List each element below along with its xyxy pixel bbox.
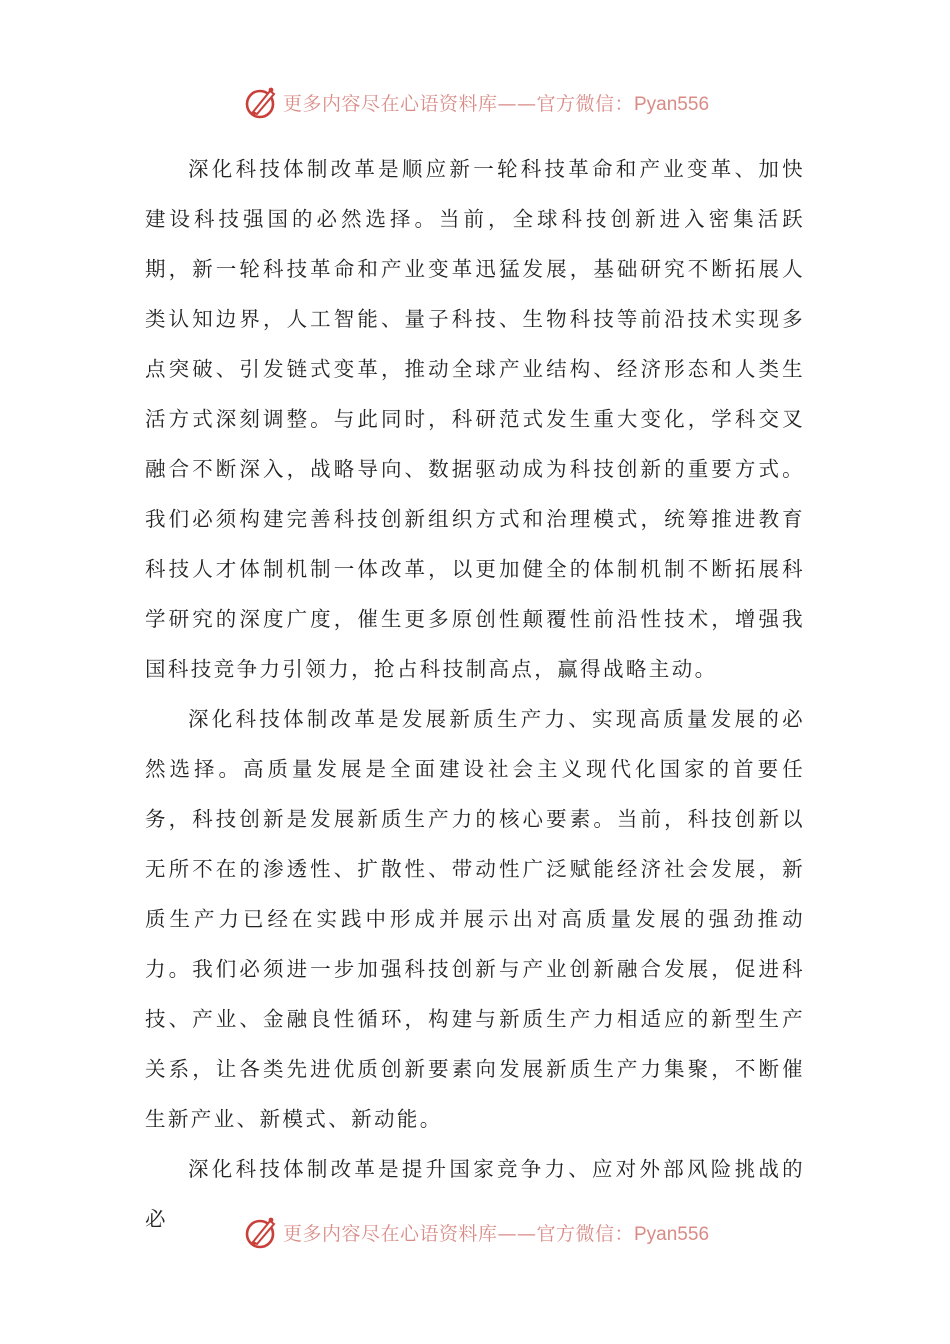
- paragraph-1: 深化科技体制改革是顺应新一轮科技革命和产业变革、加快建设科技强国的必然选择。当前，全球科技创新进入密集活跃期，新一轮科技革命和产业变革迅猛发展，基础研究不断拓展人类认知边界，人工智能、量子科技、生物科技等前沿技术实现多点突破、引发链式变革，推动全球产业结构、经济形态和人类生活方式深刻调整。与此同时，科研范式发生重大变化，学科交叉融合不断深入，战略导向、数据驱动成为科技创新的重要方式。我们必须构建完善科技创新组织方式和治理模式，统筹推进教育科技人才体制机制一体改革，以更加健全的体制机制不断拓展科学研究的深度广度，催生更多原创性颠覆性前沿性技术，增强我国科技竞争力引领力，抢占科技制高点，赢得战略主动。: [145, 157, 805, 681]
- paragraph-3: 深化科技体制改革是提升国家竞争力、应对外部风险挑战的必: [145, 1157, 805, 1231]
- header-banner: [0, 82, 950, 122]
- paragraph-2: 深化科技体制改革是发展新质生产力、实现高质量发展的必然选择。高质量发展是全面建设社会主义现代化国家的首要任务，科技创新是发展新质生产力的核心要素。当前，科技创新以无所不在的渗透性、扩散性、带动性广泛赋能经济社会发展，新质生产力已经在实践中形成并展示出对高质量发展的强劲推动力。我们必须进一步加强科技创新与产业创新融合发展，促进科技、产业、金融良性循环，构建与新质生产力相适应的新型生产关系，让各类先进优质创新要素向发展新质生产力集聚，不断催生新产业、新模式、新动能。: [145, 707, 805, 1131]
- footer-banner-text: 更多内容尽在心语资料库——官方微信：Pyan556: [282, 1222, 710, 1245]
- header-banner-text: 更多内容尽在心语资料库——官方微信：Pyan556: [282, 92, 710, 115]
- footer-banner: [0, 1212, 950, 1252]
- pen-circle-logo-icon: [241, 82, 281, 122]
- document-body: [145, 144, 805, 1244]
- pen-circle-logo-icon: [241, 1212, 281, 1252]
